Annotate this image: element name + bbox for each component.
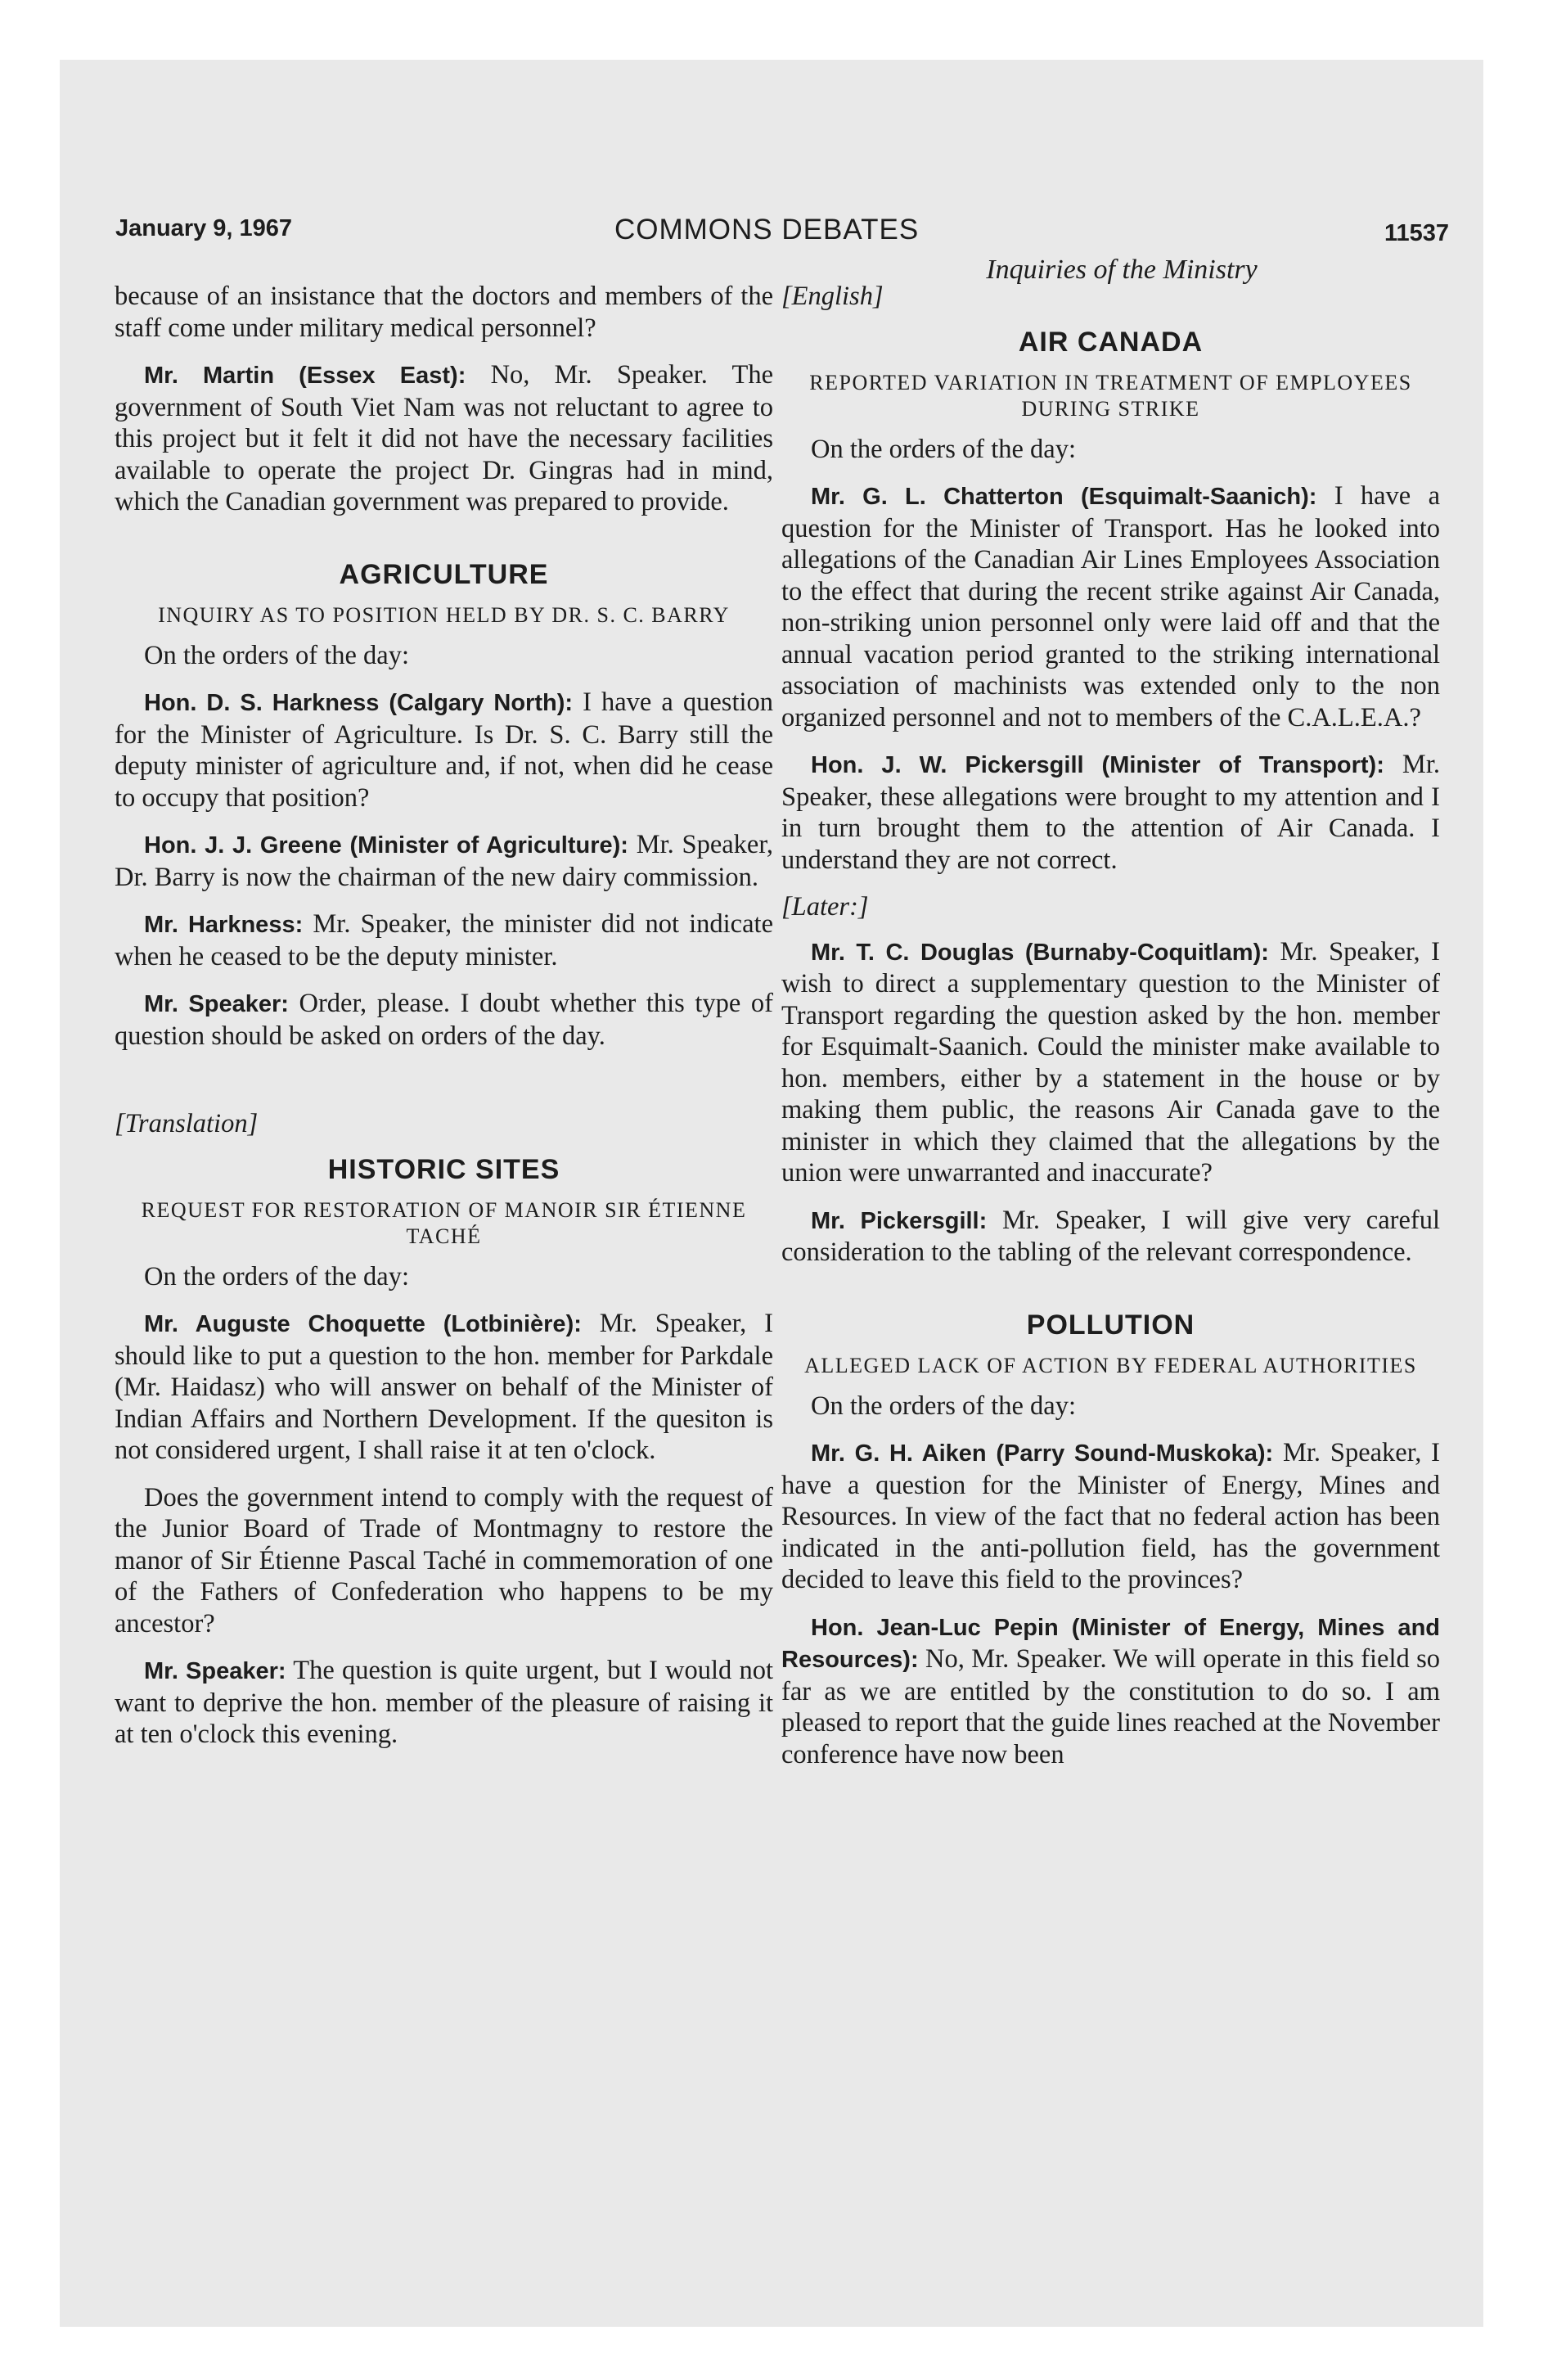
speaker-name: Hon. J. W. Pickersgill (Minister of Transport): [811,752,1384,778]
speech-paragraph [115,908,773,972]
speech-paragraph [781,1437,1440,1596]
translation-tag: [Translation] [115,1109,259,1138]
section-heading: AGRICULTURE [339,558,549,590]
orders-line: On the orders of the day: [811,1391,1077,1421]
speaker-name: Mr. G. H. Aiken (Parry Sound-Muskoka): [811,1440,1274,1467]
section-subheading: INQUIRY AS TO POSITION HELD BY DR. S. C. BARRY [158,602,730,627]
speech-text: No, Mr. Speaker. We will operate in this field so far as we are entitled by the constitution to do so. I am pleased to report that the guide lines reached at the November conference have now been [781,1644,1440,1769]
page-header [115,215,1449,256]
speech-paragraph [115,829,773,893]
speaker-name: Hon. J. J. Greene (Minister of Agriculture): [144,832,628,859]
speaker-name: Mr. Speaker: [144,991,289,1017]
later-tag: [Later:] [781,892,869,922]
speech-paragraph [115,988,773,1052]
speech-text: Mr. Speaker, I wish to direct a supplementary question to the Minister of Transport regarding the question asked by the hon. member for Esquimalt-Saanich. Could the minister make available to hon. members, either by a statement in the house or by making them public, the reasons Air Canada gave to the minister in which they claimed that the allegations by the union were unwarranted and inaccurate? [781,936,1440,1188]
speaker-name: Mr. G. L. Chatterton (Esquimalt-Saanich): [811,484,1317,510]
orders-line: On the orders of the day: [144,640,410,670]
speaker-name: Hon. D. S. Harkness (Calgary North): [144,690,574,716]
speaker-name: Mr. Pickersgill: [811,1207,988,1234]
speech-text: Mr. Speaker, I should like to put a question to the hon. member for Parkdale (Mr. Haidasz) who will answer on behalf of the Minister of Indian Affairs and Northern Development. If the quesiton is not considered urgent, I shall raise it at ten o'clock. [115,1309,774,1465]
speech-paragraph [781,1205,1440,1269]
speech-text: Mr. Speaker, these allegations were brought to my attention and I in turn brought them to the attention of Air Canada. I understand they are not correct. [781,750,1440,875]
speech-text: Order, please. I doubt whether this type of question should be asked on orders of the day. [115,989,773,1051]
orders-line: On the orders of the day: [144,1261,410,1291]
speech-paragraph [781,936,1440,1189]
speaker-name: Mr. Speaker: [144,1658,286,1684]
section-heading: HISTORIC SITES [327,1153,560,1185]
section-subheading: REQUEST FOR RESTORATION OF MANOIR SIR ÉTIENNE TACHÉ [141,1197,747,1248]
speech-text: No, Mr. Speaker. The government of South Viet Nam was not reluctant to agree to this project but it felt it did not have the necessary facilities available to operate the project Dr. Gingras had in mind, which the Canadian government was prepared to provide. [115,360,774,516]
speech-text: Mr. Speaker, I have a question for the Minister of Energy, Mines and Resources. In view of the fact that no federal action has been indicated in the anti-pollution field, has the government decided to leave this field to the provinces? [781,1438,1440,1594]
speech-paragraph [781,480,1440,733]
speech-paragraph [781,1611,1440,1771]
paragraph: Does the government intend to comply with the request of the Junior Board of Trade of Montmagny to restore the manor of Sir Étienne Pascal Taché in commemoration of one of the Fathers of Confederation who happens to be my ancestor? [115,1482,773,1639]
left-column [115,281,773,1766]
speech-text: Mr. Speaker, I will give very careful consideration to the tabling of the relevant correspondence. [781,1205,1440,1267]
speech-paragraph [115,1308,773,1467]
speaker-name: Mr. T. C. Douglas (Burnaby-Coquitlam): [811,939,1269,966]
speech-text: The question is quite urgent, but I would not want to deprive the hon. member of the pleasure of raising it at ten o'clock this evening. [115,1656,773,1749]
speaker-name: Mr. Martin (Essex East): [144,363,466,389]
section-subheading: ALLEGED LACK OF ACTION BY FEDERAL AUTHORITIES [804,1353,1417,1377]
paragraph: because of an insistance that the doctors and members of the staff come under military medical personnel? [115,282,773,343]
header-date: January 9, 1967 [115,215,293,241]
section-subheading: REPORTED VARIATION IN TREATMENT OF EMPLOYEES DURING STRIKE [809,370,1412,421]
speaker-name: Mr. Auguste Choquette (Lotbinière): [144,1311,582,1337]
speech-paragraph [115,687,773,814]
speaker-name: Mr. Harkness: [144,912,304,938]
page-number: 11537 [1384,220,1449,246]
speech-paragraph [781,749,1440,876]
speaker-name: Hon. Jean-Luc Pepin (Minister of Energy, Mines and Resources): [781,1614,1440,1673]
speech-text: Mr. Speaker, Dr. Barry is now the chairman of the new dairy commission. [115,830,773,892]
speech-paragraph [115,359,773,518]
section-heading: AIR CANADA [1018,326,1204,358]
speech-text: I have a question for the Minister of Agriculture. Is Dr. S. C. Barry still the deputy minister of agriculture and, if not, when did he cease to occupy that position? [115,687,774,813]
speech-text: Mr. Speaker, the minister did not indicate when he ceased to be the deputy minister. [115,909,773,971]
right-column [781,281,1440,1786]
speech-text: I have a question for the Minister of Transport. Has he looked into allegations of the Canadian Air Lines Employees Association to the effect that during the recent strike against Air Canada, non-striking union personnel only were laid off and that the annual vacation period granted to the striking international association of machinists was extended only to the non organized personnel and not to members of the C.A.L.E.A.? [781,481,1440,732]
speech-paragraph [115,1655,773,1751]
section-heading: POLLUTION [1026,1309,1195,1341]
section-running-head: Inquiries of the Ministry [986,255,1258,285]
english-tag: [English] [781,282,884,311]
orders-line: On the orders of the day: [811,434,1077,464]
page [60,60,1483,2327]
header-title: COMMONS DEBATES [614,214,920,246]
